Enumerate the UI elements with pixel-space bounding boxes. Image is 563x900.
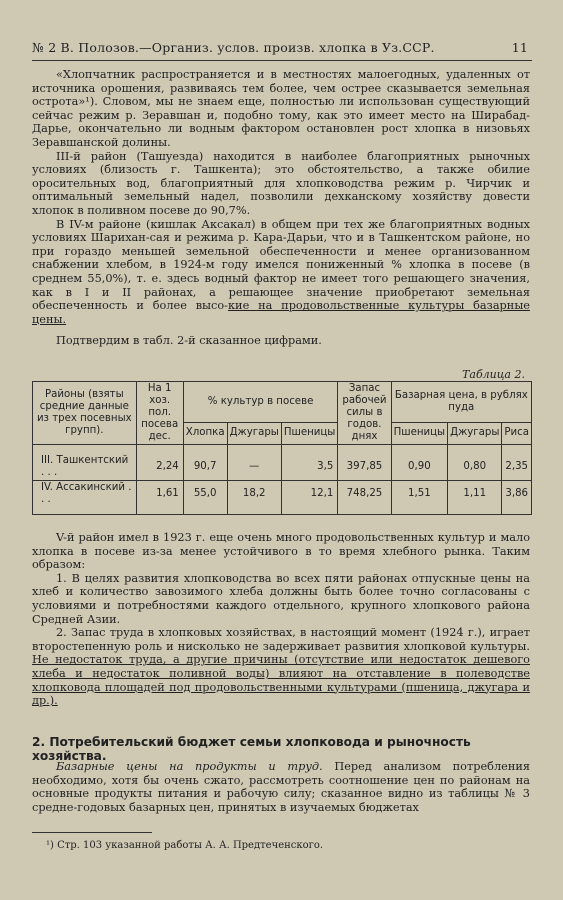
col-header-cotton: Хлопка bbox=[183, 422, 227, 445]
paragraph: Подтвердим в табл. 2-й сказанное цифрами. bbox=[56, 334, 322, 348]
paragraph: III-й район (Ташуезда) находится в наиболее благоприятных рыночных условиях (близость г. Ташкента); это обстоятельство, а также обилие оросительных вод, благоприятный для хлопководства режим р. Чирчик и оптимальный земельный надел, позволили дехканскому хозяйству довести хлопок в поливном посеве до 90,7%. bbox=[32, 149, 530, 217]
footnote: ¹) Стр. 103 указанной работы А. А. Предтеченского. bbox=[46, 840, 324, 851]
cell-district: III. Ташкентский . . . bbox=[33, 445, 137, 481]
cell-wheat: 3,5 bbox=[281, 445, 338, 481]
col-header-district: Районы (взяты средние данные из трех посевных групп). bbox=[33, 382, 137, 445]
section-heading: 2. Потребительский бюджет семьи хлопковода и рыночность хозяйства. bbox=[32, 735, 471, 763]
cell-djugara: — bbox=[227, 445, 281, 481]
col-header-price-rice: Риса bbox=[502, 422, 532, 445]
col-header-price: Базарная цена, в рублях пуда bbox=[391, 382, 531, 423]
table-row bbox=[33, 481, 532, 515]
cell-djugara: 18,2 bbox=[227, 481, 281, 515]
body-text-top bbox=[32, 68, 530, 348]
cell-sowing: 1,61 bbox=[136, 481, 183, 515]
cell-price-wheat: 0,90 bbox=[391, 445, 448, 481]
col-header-djugara: Джугары bbox=[227, 422, 281, 445]
body-text-bottom bbox=[32, 760, 530, 814]
cell-labor: 748,25 bbox=[338, 481, 391, 515]
col-header-price-wheat: Пшеницы bbox=[391, 422, 448, 445]
paragraph-text: Перед анализом потребления необходимо, хотя бы очень сжато, рассмотреть соотношение цен по районам на основные продукты питания и рабочую силу; сказанное видно из таблицы № 3 средне-годовых базарных цен, принятых в изучаемых бюджетах bbox=[32, 760, 531, 814]
header-title: № 2 В. Полозов.—Организ. услов. произв. хлопка в Уз.ССР. bbox=[32, 40, 435, 55]
paragraph: 1. В целях развития хлопководства во всех пяти районах отпускные цены на хлеб и количество завозимого хлеба должны быть более точно согласованы с условиями и потребностями каждого отдельного, крупного хлопкового района Средней Азии. bbox=[32, 571, 530, 626]
italic-lead: Базарные цены на продукты и труд. bbox=[56, 760, 323, 773]
cell-price-rice: 2,35 bbox=[502, 445, 532, 481]
paragraph: «Хлопчатник распространяется и в местностях малоегодных, удаленных от источника орошения, развиваясь тем более, чем острее сказывается земельная острота»¹). Словом, мы не знаем еще, полностью ли использован существующий сейчас режим р. Зеравшан и, подобно тому, как это имеет место на Ширабад-Дарье, окончательно ли водным фактором остановлен рост хлопка в низовьях Зеравшанской долины. bbox=[32, 68, 530, 149]
cell-cotton: 90,7 bbox=[183, 445, 227, 481]
paragraph bbox=[32, 218, 530, 327]
table-row bbox=[33, 445, 532, 481]
col-header-wheat: Пшеницы bbox=[281, 422, 338, 445]
data-table bbox=[32, 381, 532, 515]
cell-cotton: 55,0 bbox=[183, 481, 227, 515]
col-header-labor: Запас рабочей силы в годов. днях bbox=[338, 382, 391, 445]
cell-labor: 397,85 bbox=[338, 445, 391, 481]
paragraph bbox=[32, 626, 530, 708]
cell-price-rice: 3,86 bbox=[502, 481, 532, 515]
table-caption: Таблица 2. bbox=[462, 368, 525, 381]
cell-district: IV. Ассакинский . . . bbox=[33, 481, 137, 515]
running-header bbox=[32, 40, 528, 55]
col-header-price-djugara: Джугары bbox=[448, 422, 502, 445]
paragraph-text: В IV-м районе (кишлак Аксакал) в общем при тех же благоприятных водных условиях Шарихан-сая и режима р. Кара-Дарьи, что и в Ташкентском районе, но при гораздо меньшей земельной обеспеченности и менее организованном снабжении хлебом, в 1924-м году имелся пониженный % хлопка в посеве (в среднем 55,0%), т. е. здесь водный фактор не имеет того решающего значения, как в I и II районах, а решающее значение приобретают земельная обеспеченность и более высо- bbox=[32, 217, 530, 313]
cell-sowing: 2,24 bbox=[136, 445, 183, 481]
underlined-text: Не недостаток труда, а другие причины (отсутствие или недостаток дешевого хлеба и недостаток поливной воды) влияют на отставление в полеводстве хлопковода площадей под продовольственными культурами (пшеница, джугара и др.). bbox=[32, 653, 530, 708]
col-header-sowing: На 1 хоз. пол. посева дес. bbox=[136, 382, 183, 445]
underlined-text: кие на продовольственные культуры базарные цены. bbox=[32, 299, 530, 326]
cell-wheat: 12,1 bbox=[281, 481, 338, 515]
page-number: 11 bbox=[511, 40, 528, 55]
header-rule bbox=[32, 60, 532, 61]
paragraph-text: 2. Запас труда в хлопковых хозяйствах, в настоящий момент (1924 г.), играет второстепенную роль и нисколько не задерживает развития хлопковой культуры. bbox=[32, 626, 530, 653]
body-text-middle bbox=[32, 531, 530, 708]
cell-price-wheat: 1,51 bbox=[391, 481, 448, 515]
col-header-pct: % культур в посеве bbox=[183, 382, 338, 423]
paragraph bbox=[32, 760, 530, 814]
cell-price-djugara: 1,11 bbox=[448, 481, 502, 515]
footnote-rule bbox=[32, 832, 152, 833]
cell-price-djugara: 0,80 bbox=[448, 445, 502, 481]
paragraph: V-й район имел в 1923 г. еще очень много продовольственных культур и мало хлопка в посеве из-за менее устойчивого в то время хлебного рынка. Таким образом: bbox=[32, 531, 530, 572]
